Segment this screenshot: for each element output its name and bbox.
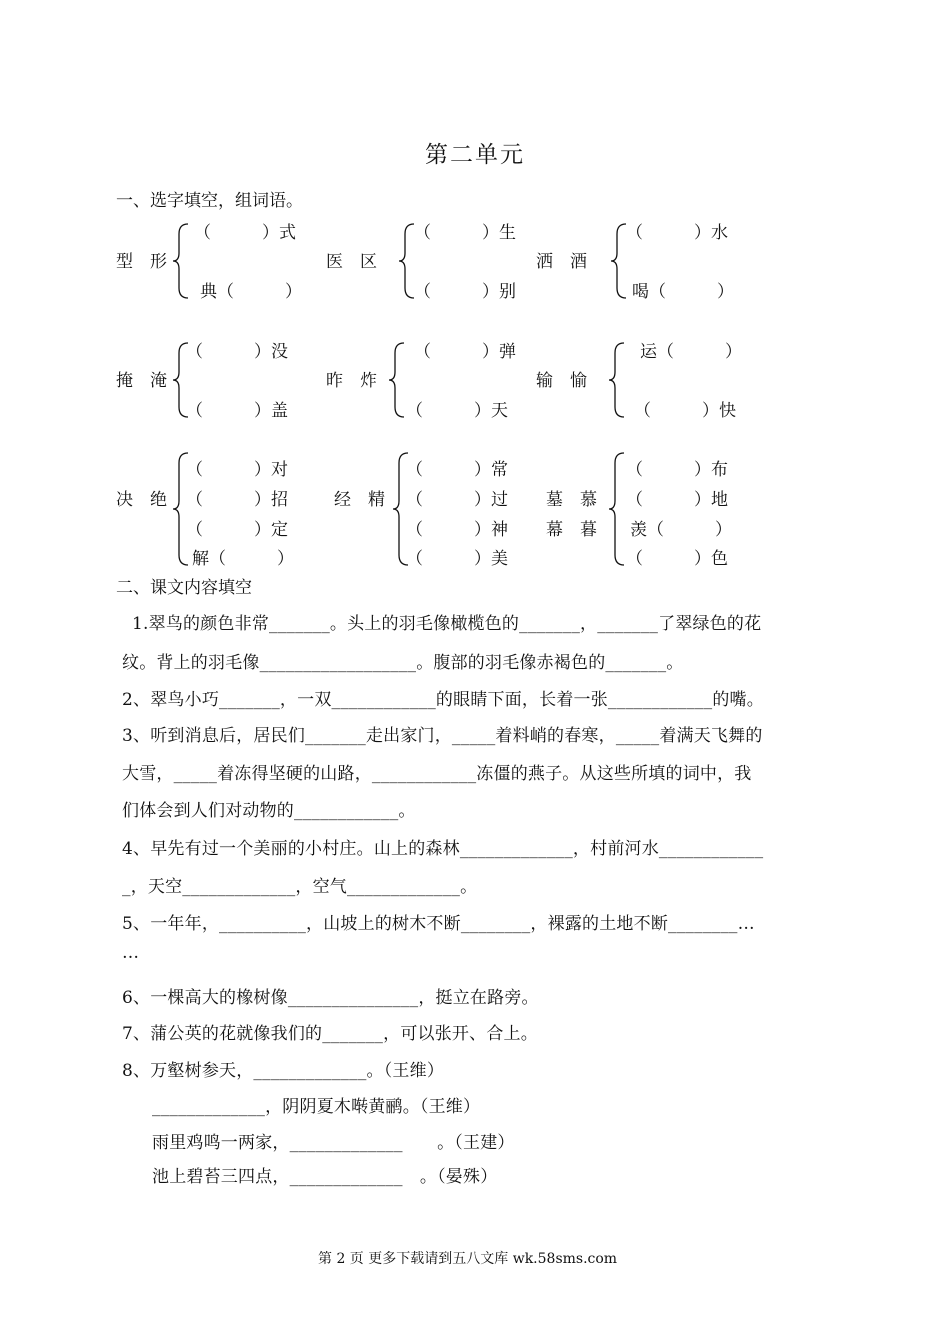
group-item: （ ）别	[414, 282, 516, 302]
fill-line: _，天空_____________，空气_____________。	[122, 877, 478, 897]
group-item: （ ）招	[186, 490, 288, 510]
section-2-heading: 二、课文内容填空	[116, 578, 252, 598]
group-chars: 决 绝	[116, 490, 167, 510]
group-chars: 医 区	[326, 252, 377, 272]
group-chars: 型 形	[116, 252, 167, 272]
group-item: 典（ ）	[200, 282, 302, 302]
group-item: （ ）地	[626, 490, 728, 510]
group-chars: 经 精	[334, 490, 385, 510]
fill-line: …	[122, 943, 140, 963]
fill-line: 纹。背上的羽毛像__________________。腹部的羽毛像赤褐色的_______。	[122, 653, 684, 673]
fill-line: 4、早先有过一个美丽的小村庄。山上的森林_____________，村前河水____________	[122, 839, 764, 859]
left-brace-icon	[170, 222, 192, 300]
group-chars: 昨 炸	[326, 371, 377, 391]
left-brace-icon	[386, 341, 408, 419]
group-item: 解（ ）	[192, 549, 294, 569]
left-brace-icon	[606, 341, 628, 419]
fill-line: 5、一年年，__________，山坡上的树木不断________，裸露的土地不断________…	[122, 914, 755, 934]
group-item: （ ）式	[194, 223, 296, 243]
group-chars: 洒 酒	[536, 252, 587, 272]
fill-line: 1.翠鸟的颜色非常_______。头上的羽毛像橄榄色的_______，_______了翠绿色的花	[132, 614, 762, 634]
group-item: （ ）没	[186, 342, 288, 362]
group-chars: 掩 淹	[116, 371, 167, 391]
group-chars: 幕 暮	[546, 520, 597, 540]
fill-line: 2、翠鸟小巧_______，一双____________的眼睛下面，长着一张____________的嘴。	[122, 690, 764, 710]
group-item: （ ）水	[626, 223, 728, 243]
page-title: 第二单元	[425, 142, 525, 168]
fill-line: 大雪，_____着冻得坚硬的山路，____________冻僵的燕子。从这些所填的词中，我	[122, 764, 752, 784]
left-brace-icon	[606, 451, 628, 567]
group-item: 羡（ ）	[630, 520, 732, 540]
group-item: （ ）色	[626, 549, 728, 569]
fill-line: 8、万壑树参天，_____________。（王维）	[122, 1061, 445, 1081]
page-footer: 第 2 页 更多下载请到五八文库 wk.58sms.com	[318, 1251, 618, 1267]
group-item: （ ）盖	[186, 401, 288, 421]
fill-line: 们体会到人们对动物的____________。	[122, 801, 416, 821]
group-item: （ ）生	[414, 223, 516, 243]
fill-line: 7、蒲公英的花就像我们的_______，可以张开、合上。	[122, 1024, 538, 1044]
group-item: （ ）常	[406, 460, 508, 480]
fill-line: 3、听到消息后，居民们_______走出家门，_____着料峭的春寒，_____着满天飞舞的	[122, 726, 763, 746]
group-item: 喝（ ）	[632, 282, 734, 302]
group-item: （ ）神	[406, 520, 508, 540]
fill-line: 6、一棵高大的橡树像_______________，挺立在路旁。	[122, 988, 539, 1008]
fill-line: 雨里鸡鸣一两家，_____________ 。（王建）	[152, 1133, 515, 1153]
group-item: （ ）美	[406, 549, 508, 569]
group-item: （ ）快	[634, 401, 736, 421]
group-item: （ ）弹	[414, 342, 516, 362]
group-item: 运（ ）	[640, 342, 742, 362]
group-item: （ ）天	[406, 401, 508, 421]
group-chars: 输 愉	[536, 371, 587, 391]
fill-line: 池上碧苔三四点，_____________ 。（晏殊）	[152, 1167, 498, 1187]
group-item: （ ）过	[406, 490, 508, 510]
fill-line: _____________，阴阴夏木啭黄鹂。（王维）	[152, 1097, 481, 1117]
group-item: （ ）定	[186, 520, 288, 540]
group-item: （ ）布	[626, 460, 728, 480]
group-chars: 墓 慕	[546, 490, 597, 510]
group-item: （ ）对	[186, 460, 288, 480]
section-1-heading: 一、选字填空，组词语。	[116, 191, 303, 211]
